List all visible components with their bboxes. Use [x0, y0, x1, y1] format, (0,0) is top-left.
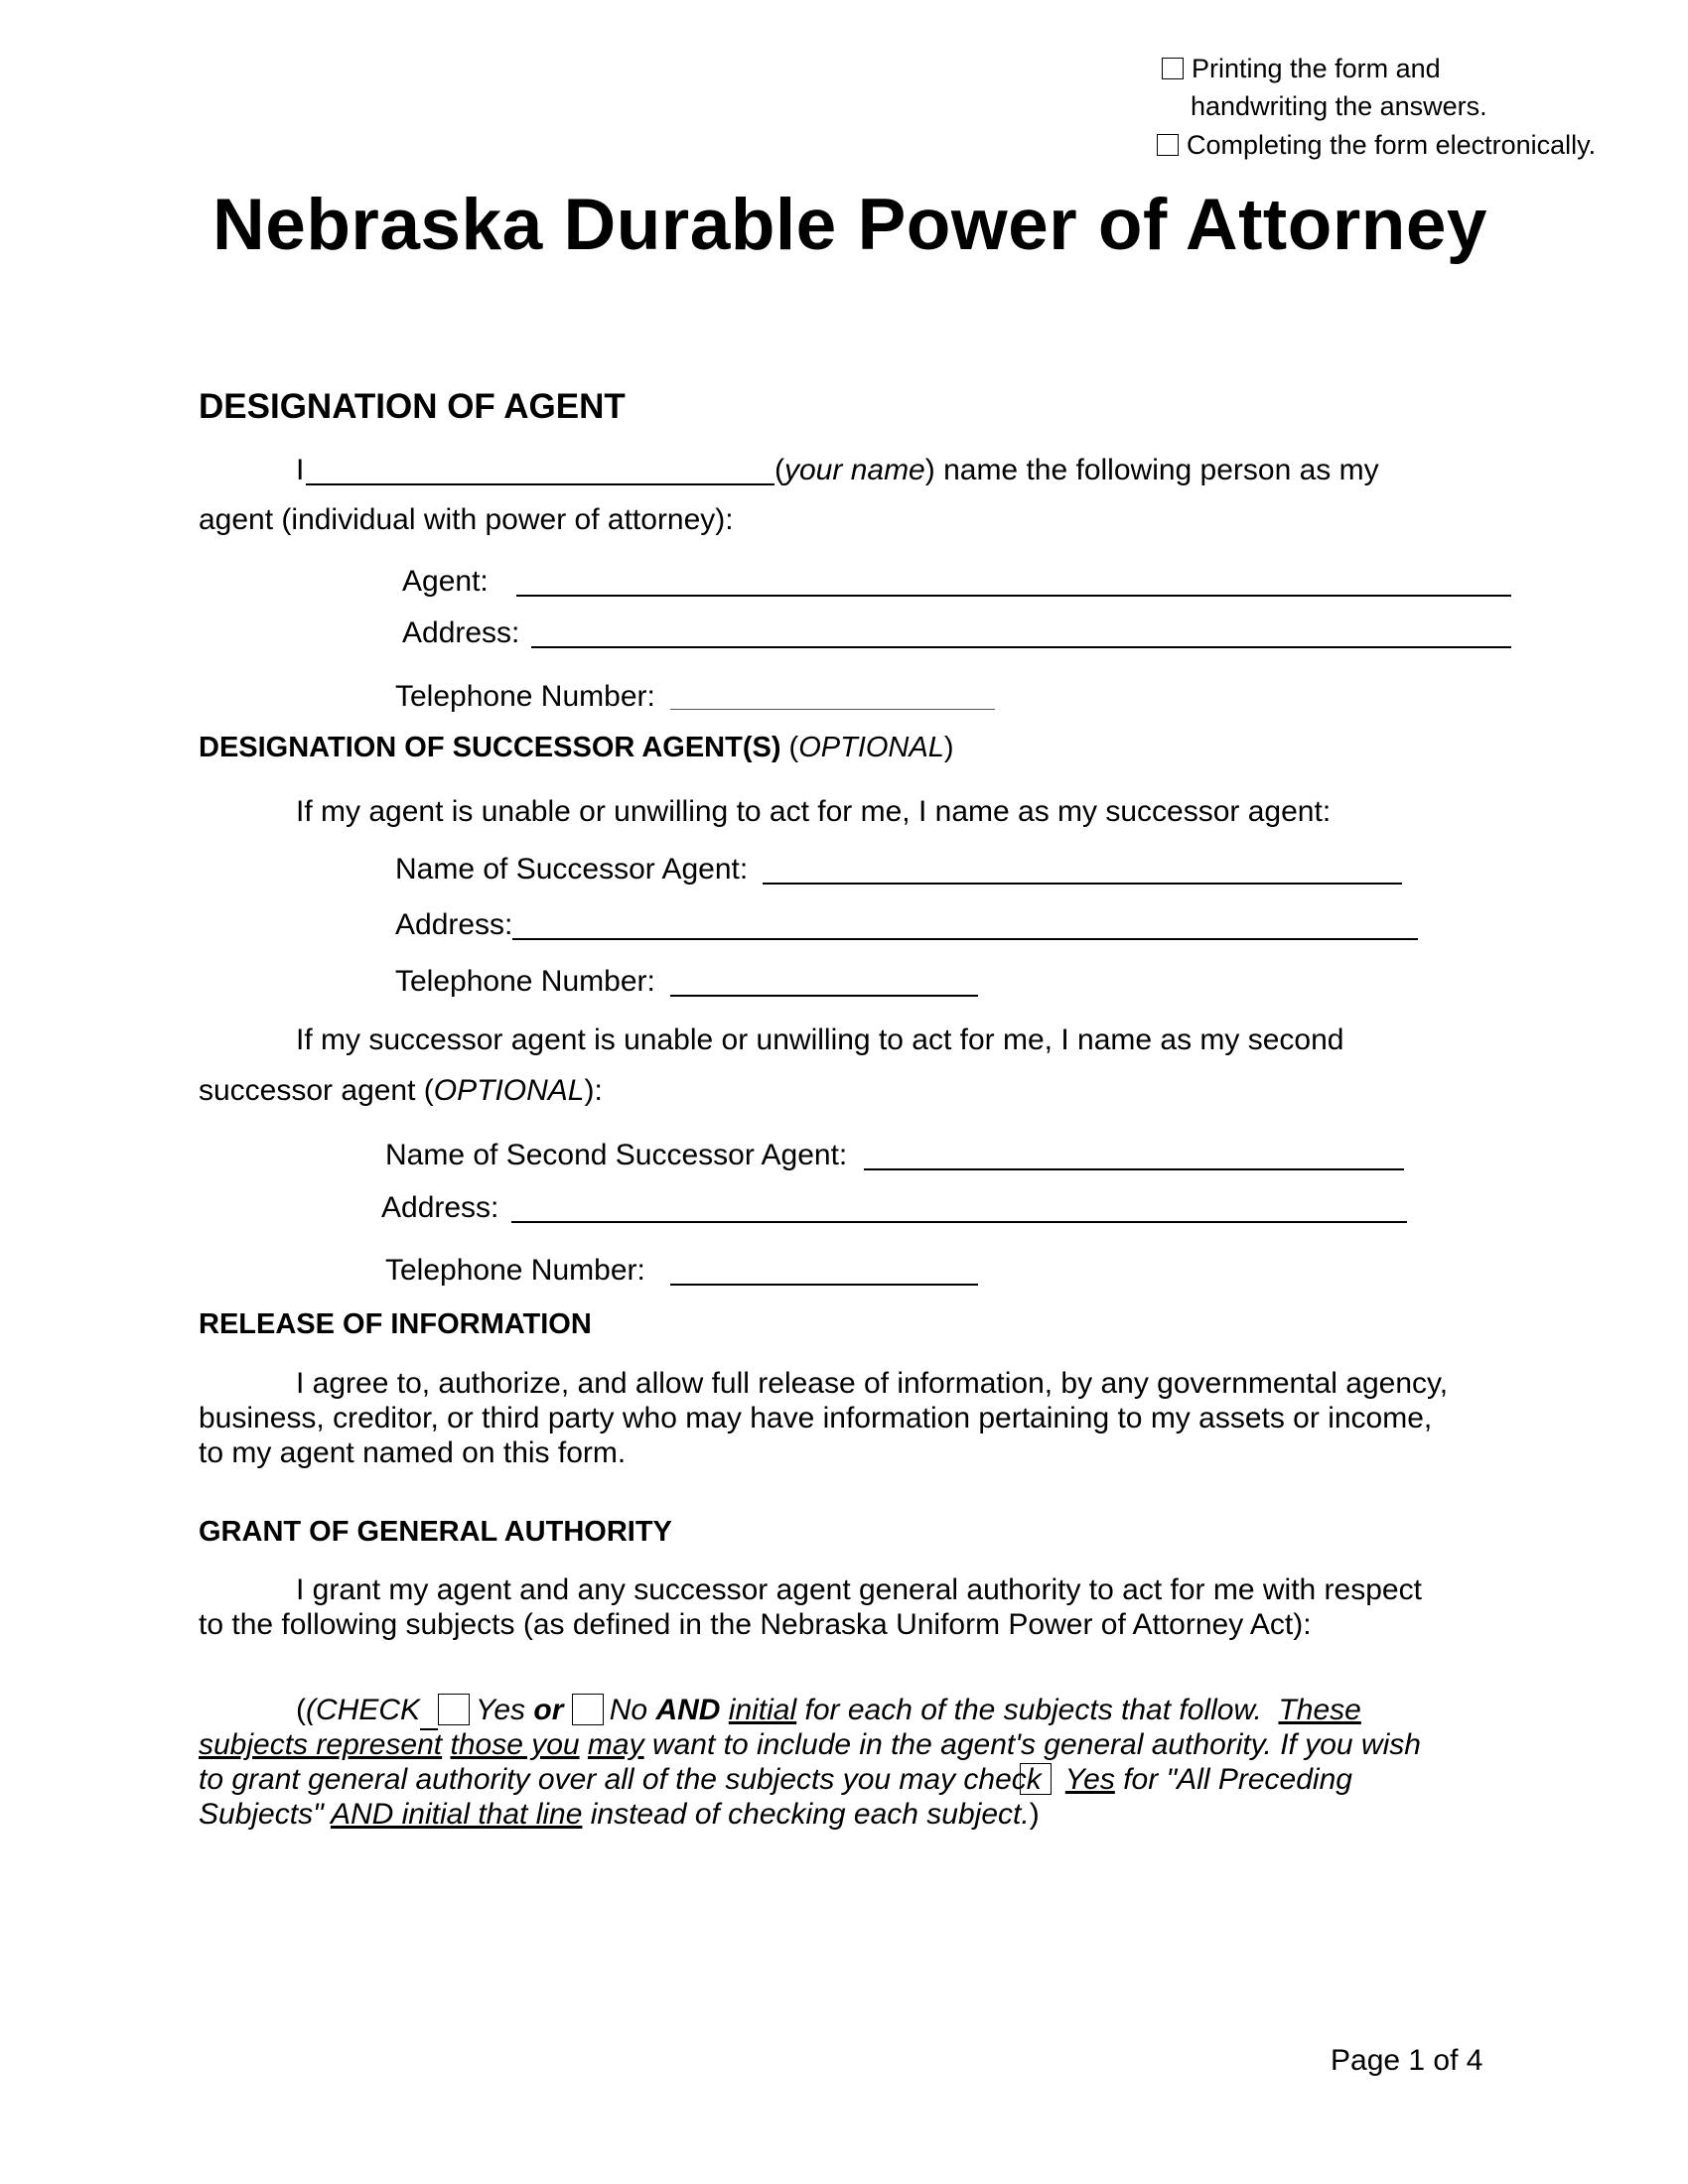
page-title: Nebraska Durable Power of Attorney — [212, 185, 1488, 265]
heading-release-of-information: RELEASE OF INFORMATION — [199, 1308, 592, 1340]
successor-name-label: Name of Successor Agent: — [395, 853, 749, 886]
intro-rest: (your name) name the following person as my — [774, 454, 1379, 486]
grant-line-1: I grant my agent and any successor agent general authority to act for me with respect — [296, 1573, 1422, 1606]
instruction-line-4: Subjects" AND initial that line instead of checking each subject.) — [199, 1798, 1040, 1831]
print-label-1: Printing the form and — [1192, 54, 1441, 83]
instruction-line-1: ((CHECK Yes or No AND initial for each of the subjects that follow. These — [296, 1693, 1361, 1730]
second-successor-intro-2: successor agent (OPTIONAL): — [199, 1074, 603, 1107]
no-checkbox-example[interactable] — [572, 1694, 604, 1725]
instruction-line-2: subjects represent those you may want to include in the agent's general authority. If you wish — [199, 1728, 1421, 1761]
successor-address-label: Address: — [395, 908, 513, 941]
second-successor-phone-label: Telephone Number: — [385, 1254, 645, 1287]
second-successor-intro-1: If my successor agent is unable or unwilling to act for me, I name as my second — [296, 1024, 1344, 1056]
release-line-1: I agree to, authorize, and allow full release of information, by any governmental agency, — [296, 1367, 1449, 1400]
print-label-2: handwriting the answers. — [1191, 91, 1487, 121]
agent-address-field[interactable] — [531, 646, 1511, 648]
second-successor-phone-field[interactable] — [670, 1284, 978, 1286]
intro-prefix: I — [296, 454, 305, 486]
grant-line-2: to the following subjects (as defined in the Nebraska Uniform Power of Attorney Act): — [199, 1608, 1312, 1641]
your-name-hint: your name — [784, 454, 925, 486]
all-subjects-checkbox-example[interactable] — [1020, 1763, 1052, 1795]
checkbox-print[interactable] — [1162, 58, 1184, 79]
agent-phone-field[interactable] — [670, 709, 995, 710]
heading-grant-general-authority: GRANT OF GENERAL AUTHORITY — [199, 1516, 672, 1548]
intro-line-2: agent (individual with power of attorney): — [199, 503, 734, 536]
agent-label: Agent: — [402, 565, 489, 598]
successor-name-field[interactable] — [763, 883, 1402, 885]
checkbox-electronic[interactable] — [1157, 134, 1179, 156]
release-line-3: to my agent named on this form. — [199, 1436, 627, 1469]
agent-name-field[interactable] — [516, 595, 1511, 597]
successor-phone-field[interactable] — [670, 995, 978, 997]
instruction-line-3: to grant general authority over all of the subjects you may check Yes for "All Preceding — [199, 1763, 1352, 1796]
electronic-option[interactable] — [1157, 128, 1596, 162]
successor-phone-label: Telephone Number: — [395, 965, 655, 998]
heading-designation-of-agent: DESIGNATION OF AGENT — [199, 387, 626, 426]
second-successor-name-label: Name of Second Successor Agent: — [385, 1139, 848, 1171]
second-successor-address-label: Address: — [381, 1191, 499, 1224]
second-successor-name-field[interactable] — [864, 1168, 1404, 1170]
agent-phone-label: Telephone Number: — [395, 680, 655, 713]
your-name-field[interactable] — [306, 483, 774, 485]
agent-address-label: Address: — [402, 616, 520, 649]
heading-successor-agents: DESIGNATION OF SUCCESSOR AGENT(S) (OPTIONAL) — [199, 732, 954, 763]
successor-intro: If my agent is unable or unwilling to act for me, I name as my successor agent: — [296, 795, 1332, 828]
second-successor-address-field[interactable] — [511, 1221, 1407, 1223]
print-option[interactable] — [1162, 52, 1441, 85]
release-line-2: business, creditor, or third party who may have information pertaining to my assets or income, — [199, 1402, 1433, 1434]
page-number: Page 1 of 4 — [1331, 2044, 1483, 2077]
yes-checkbox-example[interactable] — [438, 1694, 470, 1725]
electronic-label: Completing the form electronically. — [1187, 130, 1597, 160]
successor-address-field[interactable] — [512, 938, 1418, 940]
